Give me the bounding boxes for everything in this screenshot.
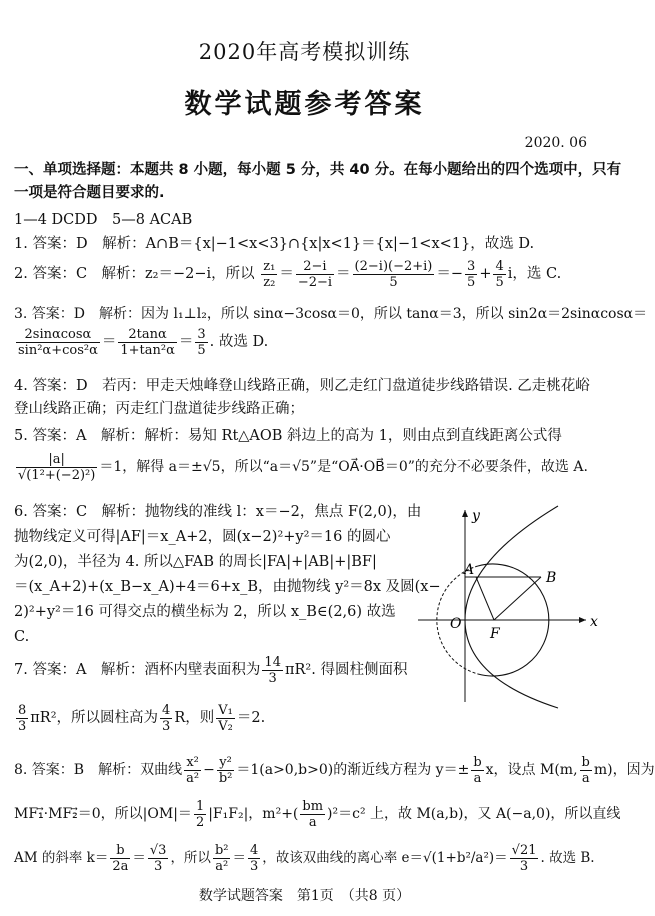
q3-explanation-line1: 3. 答案：D 解析：因为 l₁⊥l₂，所以 sinα−3cosα＝0，所以 tanα＝3，所以 sin2α＝2sinαcosα＝ [14, 306, 648, 322]
q7-fraction: $\frac{14}{3}$ [264, 654, 281, 686]
q3-fraction: $\frac{2\tan\alpha}{\text{1+tan²α}}$ [120, 326, 175, 358]
segment-af [476, 577, 494, 620]
q7-fraction: $\frac{4}{3}$ [162, 702, 171, 734]
q6-line4: ＝(x_A+2)+(x_B−x_A)+4＝6+x_B，由抛物线 y²＝8x 及圆(x− [14, 579, 441, 595]
q4-explanation-line1: 4. 答案：D 若丙：甲走天烛峰登山线路正确，则乙走红门盘道徒步线路错误. 乙走桃花峪 [14, 378, 590, 394]
q7-fraction: $\frac{\text{V₁}}{\text{V₂}}$ [218, 702, 233, 734]
q8-fraction: $\frac{√21}{3}$ [511, 843, 537, 874]
answer-key: 1—4 DCDD 5—8 ACAB [14, 212, 193, 228]
page-footer: 数学试题答案 第1页 （共8 页） [198, 888, 411, 904]
q5-fraction: $\frac{|a|}{\text{√(1²+(−2)²)}}$ [18, 451, 96, 483]
q8-fraction: $\frac{b}{2a}$ [112, 843, 129, 874]
section-heading-line1: 一、单项选择题：本题共 8 小题，每小题 5 分，共 40 分。在每小题给出的四个选项中，只有 [14, 162, 622, 178]
q6-line3: 为(2,0)，半径为 4. 所以△FAB 的周长|FA|+|AB|+|BF| [14, 554, 377, 570]
q6-line5: 2)²+y²＝16 可得交点的横坐标为 2，所以 x_B∈(2,6) 故选 [14, 604, 396, 620]
parabola-curve [465, 620, 558, 708]
q2-explanation: 2. 答案：C 解析：z₂＝−2−i，所以 $\frac{\text{z₁}}{\text{z₂}}$ ＝ $\frac{2-i}{-2-i}$ ＝ $\frac{(2-i)(-2+i)}{5}$ ＝− $\frac{3}{5}$ + $\frac{4}{5}$ i，选 C. [14, 258, 562, 290]
label-b: B [546, 570, 557, 586]
q1-explanation: 1. 答案：D 解析：A∩B＝{x|−1<x<3}∩{x|x<1}＝{x|−1<x<1}，故选 D. [14, 236, 535, 252]
label-f: F [490, 626, 500, 642]
q8-explanation-line2: MF₁⃗·MF₂⃗＝0，所以|OM|＝ $\frac{1}{2}$ |F₁F₂|，m²+( $\frac{bm}{a}$ )²＝c² 上，故 M(a,b)，又 A(−a,0)，所以直线 [14, 798, 621, 830]
label-a: A [464, 562, 475, 578]
q8-fraction: $\frac{bm}{a}$ [302, 798, 324, 830]
q8-explanation-line1: 8. 答案：B 解析：双曲线 $\frac{\text{x²}}{\text{a²}}$ − $\frac{\text{y²}}{\text{b²}}$ ＝1(a>0,b>0)的渐近线方程为 y＝± $\frac{b}{a}$ x，设点 M(m, $\frac{b}{a}$ m)，因为 [14, 754, 655, 786]
q8-fraction: $\frac{\text{b²}}{\text{a²}}$ [214, 843, 229, 874]
q3-explanation-line2: $\frac{2\sin\alpha\cos\alpha}{\text{sin²α+cos²α}}$ ＝ $\frac{2\tan\alpha}{\text{1+tan²α}}$ ＝ $\frac{3}{5}$ . 故选 D. [18, 326, 269, 358]
q7-fraction: $\frac{8}{3}$ [18, 702, 27, 734]
q5-explanation-line1: 5. 答案：A 解析：解析：易知 Rt△AOB 斜边上的高为 1，则由点到直线距离公式得 [14, 428, 562, 444]
q6-line6: C. [14, 629, 30, 645]
q2-fraction: $\frac{4}{5}$ [495, 258, 504, 290]
q2-fraction: $\frac{3}{5}$ [467, 258, 476, 290]
document-title: 数学试题参考答案 [184, 89, 425, 120]
label-o: O [450, 616, 462, 632]
q7-explanation-line1: 7. 答案：A 解析：酒杯内壁表面积为 $\frac{14}{3}$ πR². 得圆柱侧面积 [14, 654, 408, 686]
y-axis-arrow [462, 510, 468, 517]
q4-explanation-line2: 登山线路正确；丙走红门盘道徒步线路正确； [14, 401, 304, 417]
q8-fraction: $\frac{\text{y²}}{\text{b²}}$ [218, 754, 233, 786]
exam-title: 2020年高考模拟训练 [198, 40, 411, 64]
q8-fraction: $\frac{4}{3}$ [249, 843, 259, 874]
q8-fraction: $\frac{\text{x²}}{\text{a²}}$ [186, 754, 200, 786]
segment-bf [494, 577, 541, 620]
q8-fraction: $\frac{b}{a}$ [581, 754, 590, 786]
q3-fraction: $\frac{2\sin\alpha\cos\alpha}{\text{sin²α+cos²α}}$ [18, 326, 98, 358]
q3-fraction: $\frac{3}{5}$ [197, 326, 206, 358]
q2-fraction: $\frac{2-i}{-2-i}$ [297, 258, 333, 290]
section-heading-line2: 一项是符合题目要求的. [14, 185, 165, 201]
label-y: y [472, 508, 480, 524]
document-date: 2020. 06 [524, 135, 587, 151]
q6-line1: 6. 答案：C 解析：抛物线的准线 l：x＝−2，焦点 F(2,0)，由 [14, 504, 422, 520]
x-axis-arrow [579, 617, 586, 623]
q2-fraction: $\frac{\text{z₁}}{\text{z₂}}$ [263, 258, 276, 290]
q8-explanation-line3: AM 的斜率 k＝ $\frac{b}{2a}$ ＝ $\frac{√3}{3}$ ，所以 $\frac{\text{b²}}{\text{a²}}$ ＝ $\frac{4}{3}$ ，故该双曲线的离心率 e＝√(1+b²/a²)＝ $\frac{√21}{3}$ . 故选 B. [14, 843, 595, 874]
label-x: x [590, 614, 598, 630]
q6-line2: 抛物线定义可得|AF|＝x_A+2，圆(x−2)²+y²＝16 的圆心 [14, 529, 391, 545]
q7-explanation-line2: $\frac{8}{3}$ πR²，所以圆柱高为 $\frac{4}{3}$ R，则 $\frac{\text{V₁}}{\text{V₂}}$ ＝2. [18, 702, 266, 734]
q8-fraction: $\frac{√3}{3}$ [149, 843, 167, 874]
q8-fraction: $\frac{b}{a}$ [473, 754, 482, 786]
parabola-circle-figure [408, 502, 603, 710]
q5-explanation-line2: $\frac{|a|}{\text{√(1²+(−2)²)}}$ ＝1，解得 a＝±√5，所以“a＝√5”是“OA⃗·OB⃗＝0”的充分不必要条件，故选 A. [18, 451, 588, 483]
q2-fraction: $\frac{(2-i)(-2+i)}{5}$ [354, 258, 433, 290]
q8-fraction: $\frac{1}{2}$ [195, 798, 205, 830]
